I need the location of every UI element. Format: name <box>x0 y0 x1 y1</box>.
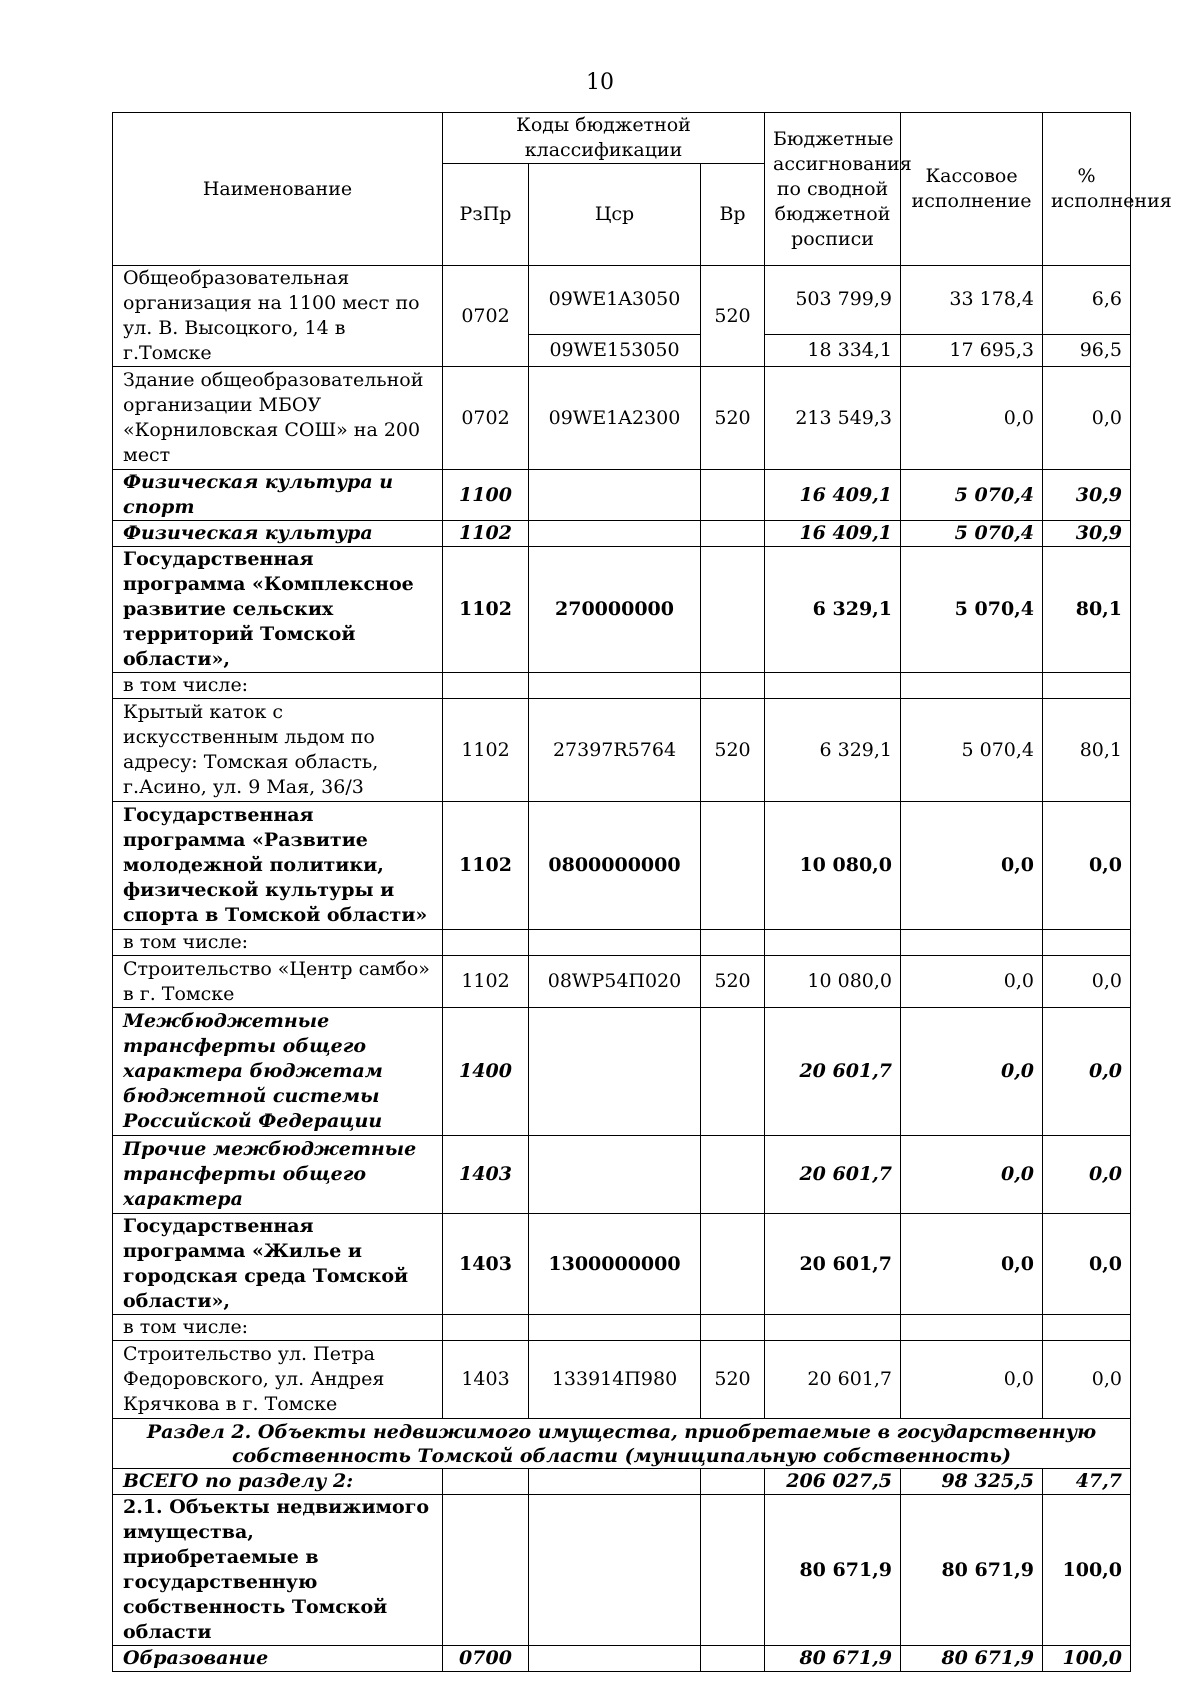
row-budget: 16 409,1 <box>765 470 901 521</box>
table-row <box>113 521 1131 547</box>
row-vr <box>701 802 765 930</box>
header-budget: Бюджетные ассигнования по сводной бюджетной росписи <box>765 113 901 266</box>
row-percent: 47,7 <box>1043 1469 1131 1495</box>
header-rzpr: РзПр <box>443 164 529 266</box>
row-csr: 270000000 <box>529 547 701 673</box>
row-cash: 17 695,3 <box>901 334 1043 366</box>
row-name: Государственная программа «Жилье и городская среда Томской области», <box>113 1214 443 1315</box>
row-csr: 27397R5764 <box>529 699 701 802</box>
row-cash: 0,0 <box>901 956 1043 1008</box>
row-name: в том числе: <box>113 673 443 699</box>
row-percent: 0,0 <box>1043 367 1131 470</box>
row-cash: 0,0 <box>901 1341 1043 1419</box>
row-budget: 20 601,7 <box>765 1008 901 1136</box>
row-csr <box>529 521 701 547</box>
row-name: Строительство ул. Петра Федоровского, ул. Андрея Крячкова в г. Томске <box>113 1341 443 1419</box>
table-row <box>113 802 1131 930</box>
row-cash: 5 070,4 <box>901 547 1043 673</box>
table-row <box>113 547 1131 673</box>
row-cash: 0,0 <box>901 367 1043 470</box>
row-rzpr: 1403 <box>443 1341 529 1419</box>
row-csr <box>529 1646 701 1672</box>
row-name: Физическая культура и спорт <box>113 470 443 521</box>
table-row <box>113 1315 1131 1341</box>
row-rzpr <box>443 1495 529 1646</box>
row-budget: 18 334,1 <box>765 334 901 366</box>
row-rzpr: 0702 <box>443 266 529 367</box>
row-rzpr: 1100 <box>443 470 529 521</box>
row-budget: 6 329,1 <box>765 547 901 673</box>
row-budget: 80 671,9 <box>765 1495 901 1646</box>
row-cash: 0,0 <box>901 1214 1043 1315</box>
table-row <box>113 1214 1131 1315</box>
row-vr <box>701 521 765 547</box>
table-row <box>113 1495 1131 1646</box>
table-row <box>113 1646 1131 1672</box>
row-cash: 5 070,4 <box>901 699 1043 802</box>
row-rzpr: 1400 <box>443 1008 529 1136</box>
row-budget: 80 671,9 <box>765 1646 901 1672</box>
row-budget: 16 409,1 <box>765 521 901 547</box>
row-csr: 09WE153050 <box>529 334 701 366</box>
row-vr <box>701 1008 765 1136</box>
header-vr: Вр <box>701 164 765 266</box>
row-csr <box>529 470 701 521</box>
table-row <box>113 367 1131 470</box>
row-name: Прочие межбюджетные трансферты общего характера <box>113 1136 443 1214</box>
table-row <box>113 266 1131 335</box>
row-vr: 520 <box>701 367 765 470</box>
row-percent: 80,1 <box>1043 699 1131 802</box>
row-vr <box>701 1495 765 1646</box>
row-cash: 0,0 <box>901 802 1043 930</box>
row-vr <box>701 1469 765 1495</box>
row-budget: 6 329,1 <box>765 699 901 802</box>
table-row <box>113 1008 1131 1136</box>
row-csr <box>529 1495 701 1646</box>
row-percent: 6,6 <box>1043 266 1131 335</box>
row-name: Государственная программа «Комплексное развитие сельских территорий Томской области», <box>113 547 443 673</box>
row-name: Межбюджетные трансферты общего характера бюджетам бюджетной системы Российской Федерации <box>113 1008 443 1136</box>
row-percent: 30,9 <box>1043 521 1131 547</box>
table-row <box>113 1341 1131 1419</box>
row-budget: 10 080,0 <box>765 956 901 1008</box>
row-percent: 0,0 <box>1043 1341 1131 1419</box>
row-csr: 09WE1A3050 <box>529 266 701 335</box>
row-cash: 0,0 <box>901 1008 1043 1136</box>
row-rzpr: 1403 <box>443 1214 529 1315</box>
row-rzpr: 0700 <box>443 1646 529 1672</box>
row-csr <box>529 1136 701 1214</box>
row-rzpr: 1403 <box>443 1136 529 1214</box>
row-percent: 0,0 <box>1043 1008 1131 1136</box>
row-cash: 98 325,5 <box>901 1469 1043 1495</box>
row-cash: 33 178,4 <box>901 266 1043 335</box>
table-row <box>113 699 1131 802</box>
row-budget: 213 549,3 <box>765 367 901 470</box>
header-codes-group: Коды бюджетной классификации <box>443 113 765 164</box>
row-csr: 08WP54П020 <box>529 956 701 1008</box>
table-row <box>113 1469 1131 1495</box>
row-rzpr: 1102 <box>443 956 529 1008</box>
row-percent: 0,0 <box>1043 1136 1131 1214</box>
row-rzpr: 0702 <box>443 367 529 470</box>
row-name: Государственная программа «Развитие молодежной политики, физической культуры и спорта в Томской области» <box>113 802 443 930</box>
row-vr <box>701 547 765 673</box>
table-row <box>113 470 1131 521</box>
row-cash: 80 671,9 <box>901 1646 1043 1672</box>
row-budget: 20 601,7 <box>765 1136 901 1214</box>
row-name: Физическая культура <box>113 521 443 547</box>
row-name: Строительство «Центр самбо» в г. Томске <box>113 956 443 1008</box>
row-vr <box>701 470 765 521</box>
row-percent: 0,0 <box>1043 1214 1131 1315</box>
row-name: в том числе: <box>113 930 443 956</box>
row-rzpr: 1102 <box>443 521 529 547</box>
row-rzpr: 1102 <box>443 699 529 802</box>
section-heading: Раздел 2. Объекты недвижимого имущества, приобретаемые в государственную собственность Томской области (муниципальную собственность) <box>113 1419 1131 1469</box>
row-name: ВСЕГО по разделу 2: <box>113 1469 443 1495</box>
page-number: 10 <box>586 70 614 95</box>
budget-table <box>112 112 1172 1672</box>
row-csr <box>529 1008 701 1136</box>
row-name: в том числе: <box>113 1315 443 1341</box>
row-name: Здание общеобразовательной организации МБОУ «Корниловская СОШ» на 200 мест <box>113 367 443 470</box>
row-budget: 20 601,7 <box>765 1341 901 1419</box>
row-csr: 133914П980 <box>529 1341 701 1419</box>
row-rzpr: 1102 <box>443 802 529 930</box>
row-rzpr: 1102 <box>443 547 529 673</box>
row-vr: 520 <box>701 1341 765 1419</box>
row-vr: 520 <box>701 699 765 802</box>
row-vr: 520 <box>701 266 765 367</box>
row-cash: 0,0 <box>901 1136 1043 1214</box>
header-percent: % исполнения <box>1043 113 1131 266</box>
row-name: 2.1. Объекты недвижимого имущества, приобретаемые в государственную собственность Томской области <box>113 1495 443 1646</box>
row-percent: 100,0 <box>1043 1646 1131 1672</box>
header-csr: Цср <box>529 164 701 266</box>
table-row <box>113 673 1131 699</box>
row-budget: 206 027,5 <box>765 1469 901 1495</box>
table-row <box>113 956 1131 1008</box>
table-row <box>113 1136 1131 1214</box>
row-name: Образование <box>113 1646 443 1672</box>
row-cash: 80 671,9 <box>901 1495 1043 1646</box>
row-rzpr <box>443 1469 529 1495</box>
table-row <box>113 930 1131 956</box>
row-csr: 1300000000 <box>529 1214 701 1315</box>
row-budget: 503 799,9 <box>765 266 901 335</box>
row-budget: 10 080,0 <box>765 802 901 930</box>
row-csr: 0800000000 <box>529 802 701 930</box>
row-vr: 520 <box>701 956 765 1008</box>
row-csr: 09WE1A2300 <box>529 367 701 470</box>
row-vr <box>701 1136 765 1214</box>
row-percent: 0,0 <box>1043 956 1131 1008</box>
row-vr <box>701 1214 765 1315</box>
row-name: Крытый каток с искусственным льдом по адресу: Томская область, г.Асино, ул. 9 Мая, 36/3 <box>113 699 443 802</box>
header-name: Наименование <box>113 113 443 266</box>
row-vr <box>701 1646 765 1672</box>
row-percent: 96,5 <box>1043 334 1131 366</box>
row-cash: 5 070,4 <box>901 470 1043 521</box>
section-row <box>113 1419 1131 1469</box>
row-cash: 5 070,4 <box>901 521 1043 547</box>
row-percent: 30,9 <box>1043 470 1131 521</box>
row-percent: 100,0 <box>1043 1495 1131 1646</box>
row-csr <box>529 1469 701 1495</box>
row-name: Общеобразовательная организация на 1100 мест по ул. В. Высоцкого, 14 в г.Томске <box>113 266 443 367</box>
row-percent: 0,0 <box>1043 802 1131 930</box>
row-budget: 20 601,7 <box>765 1214 901 1315</box>
header-cash: Кассовое исполнение <box>901 113 1043 266</box>
row-percent: 80,1 <box>1043 547 1131 673</box>
